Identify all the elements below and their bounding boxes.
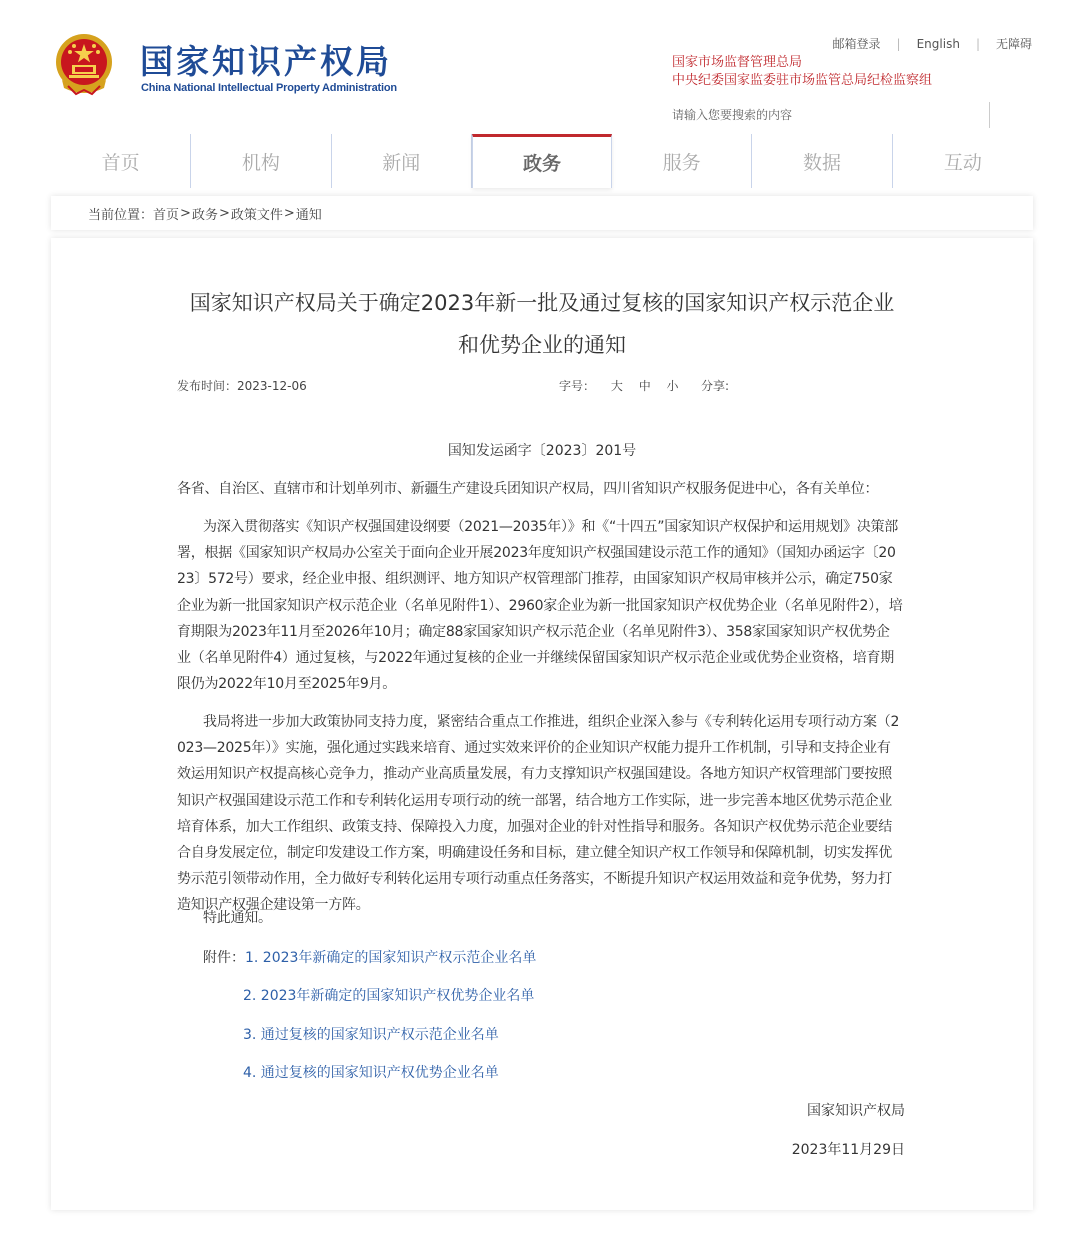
signature-date: 2023年11月29日	[791, 1142, 905, 1158]
attachment-row	[203, 947, 536, 967]
breadcrumb-notices[interactable]: 通知	[295, 207, 322, 223]
share-label[interactable]: 分享:	[701, 379, 730, 393]
closing-remark: 特此通知。	[203, 910, 272, 926]
nav-item-government-affairs[interactable]: 政务	[472, 134, 612, 188]
article-title-line2: 和优势企业的通知	[458, 333, 626, 357]
attachment-link[interactable]: 3. 通过复核的国家知识产权示范企业名单	[243, 1027, 499, 1043]
article-title	[51, 282, 1033, 366]
main-nav	[51, 134, 1033, 188]
mail-login-link[interactable]: 邮箱登录	[832, 37, 881, 51]
article-panel	[51, 238, 1033, 1210]
related-agency-links	[672, 54, 932, 90]
nav-item-services[interactable]: 服务	[612, 134, 752, 188]
publish-date-value: 2023-12-06	[237, 379, 307, 393]
font-size-label: 字号：	[559, 379, 596, 393]
attachments-label: 附件：	[203, 950, 245, 966]
publish-date	[177, 377, 307, 394]
body-paragraph: 为深入贯彻落实《知识产权强国建设纲要（2021—2035年）》和《“十四五”国家知识产权保护和运用规划》决策部署，根据《国家知识产权局办公室关于面向企业开展2023年度知识产权强国建设示范工作的通知》（国知办函运字〔2023〕572号）要求，经企业申报、组织测评、地方知识产权管理部门推荐，由国家知识产权局审核并公示，确定750家企业为新一批国家知识产权示范企业（名单见附件1）、2960家企业为新一批国家知识产权优势企业（名单见附件2），培育期限为2023年11月至2026年10月；确定88家国家知识产权示范企业（名单见附件3）、358家国家知识产权优势企业（名单见附件4）通过复核，与2022年通过复核的企业一并继续保留国家知识产权示范企业或优势企业资格，培育期限仍为2022年10月至2025年9月。	[177, 519, 903, 693]
national-emblem-icon[interactable]	[54, 32, 114, 98]
breadcrumb-separator: >	[283, 205, 295, 221]
breadcrumb-separator: >	[180, 205, 191, 221]
article-title-line1: 国家知识产权局关于确定2023年新一批及通过复核的国家知识产权示范企业	[189, 291, 895, 315]
document-number: 国知发运函字〔2023〕201号	[447, 443, 637, 459]
samr-link[interactable]: 国家市场监督管理总局	[672, 55, 803, 70]
search-input[interactable]	[672, 102, 990, 128]
breadcrumb-policy-documents[interactable]: 政策文件	[230, 207, 283, 223]
attachment-link[interactable]: 4. 通过复核的国家知识产权优势企业名单	[243, 1065, 499, 1081]
attachment-link[interactable]: 1. 2023年新确定的国家知识产权示范企业名单	[245, 950, 537, 966]
body-paragraph: 我局将进一步加大政策协同支持力度，紧密结合重点工作推进，组织企业深入参与《专利转化运用专项行动方案（2023—2025年）》实施，强化通过实践来培育、通过实效来评价的企业知识产权能力提升工作机制，引导和支持企业有效运用知识产权提高核心竞争力，推动产业高质量发展，有力支撑知识产权强国建设。各地方知识产权管理部门要按照知识产权强国建设示范工作和专利转化运用专项行动的统一部署，结合地方工作实际，进一步完善本地区优势示范企业培育体系，加大工作组织、政策支持、保障投入力度，加强对企业的针对性指导和服务。各知识产权优势示范企业要结合自身发展定位，制定印发建设工作方案，明确建设任务和目标，建立健全知识产权工作领导和保障机制，切实发挥优势示范引领带动作用，全力做好专利转化运用专项行动重点任务落实，不断提升知识产权运用效益和竞争优势，努力打造知识产权强企建设第一方阵。	[177, 714, 900, 914]
accessibility-link[interactable]: 无障碍	[995, 37, 1032, 51]
nav-item-organization[interactable]: 机构	[191, 134, 331, 188]
font-size-control	[559, 377, 679, 394]
publish-date-label: 发布时间：	[177, 379, 238, 393]
divider: |	[896, 36, 901, 51]
breadcrumb-label: 当前位置：	[88, 207, 154, 223]
top-utility-links	[833, 35, 1032, 52]
breadcrumb-home[interactable]: 首页	[153, 207, 180, 223]
divider: |	[975, 36, 980, 51]
english-link[interactable]: English	[916, 36, 960, 51]
nav-item-news[interactable]: 新闻	[332, 134, 472, 188]
site-logo-subtitle[interactable]: China National Intellectual Property Administration	[141, 82, 397, 94]
breadcrumb-separator: >	[218, 205, 230, 221]
attachment-row	[243, 1024, 499, 1044]
signature-organization: 国家知识产权局	[807, 1103, 905, 1119]
font-size-small-button[interactable]: 小	[666, 379, 679, 393]
attachment-row	[243, 1062, 499, 1082]
breadcrumb-government-affairs[interactable]: 政务	[191, 207, 218, 223]
nav-item-home[interactable]: 首页	[51, 134, 191, 188]
nav-item-data[interactable]: 数据	[752, 134, 892, 188]
attachment-row	[243, 985, 534, 1005]
font-size-large-button[interactable]: 大	[610, 379, 623, 393]
site-header	[0, 0, 1080, 130]
font-size-medium-button[interactable]: 中	[638, 379, 651, 393]
attachment-link[interactable]: 2. 2023年新确定的国家知识产权优势企业名单	[243, 988, 535, 1004]
breadcrumb	[51, 196, 1033, 230]
addressee: 各省、自治区、直辖市和计划单列市、新疆生产建设兵团知识产权局，四川省知识产权服务促进中心，各有关单位：	[177, 481, 879, 497]
site-logo-title[interactable]: 国家知识产权局	[140, 42, 392, 81]
nav-item-interaction[interactable]: 互动	[943, 151, 982, 174]
discipline-inspection-link[interactable]: 中央纪委国家监委驻市场监管总局纪检监察组	[672, 73, 933, 88]
